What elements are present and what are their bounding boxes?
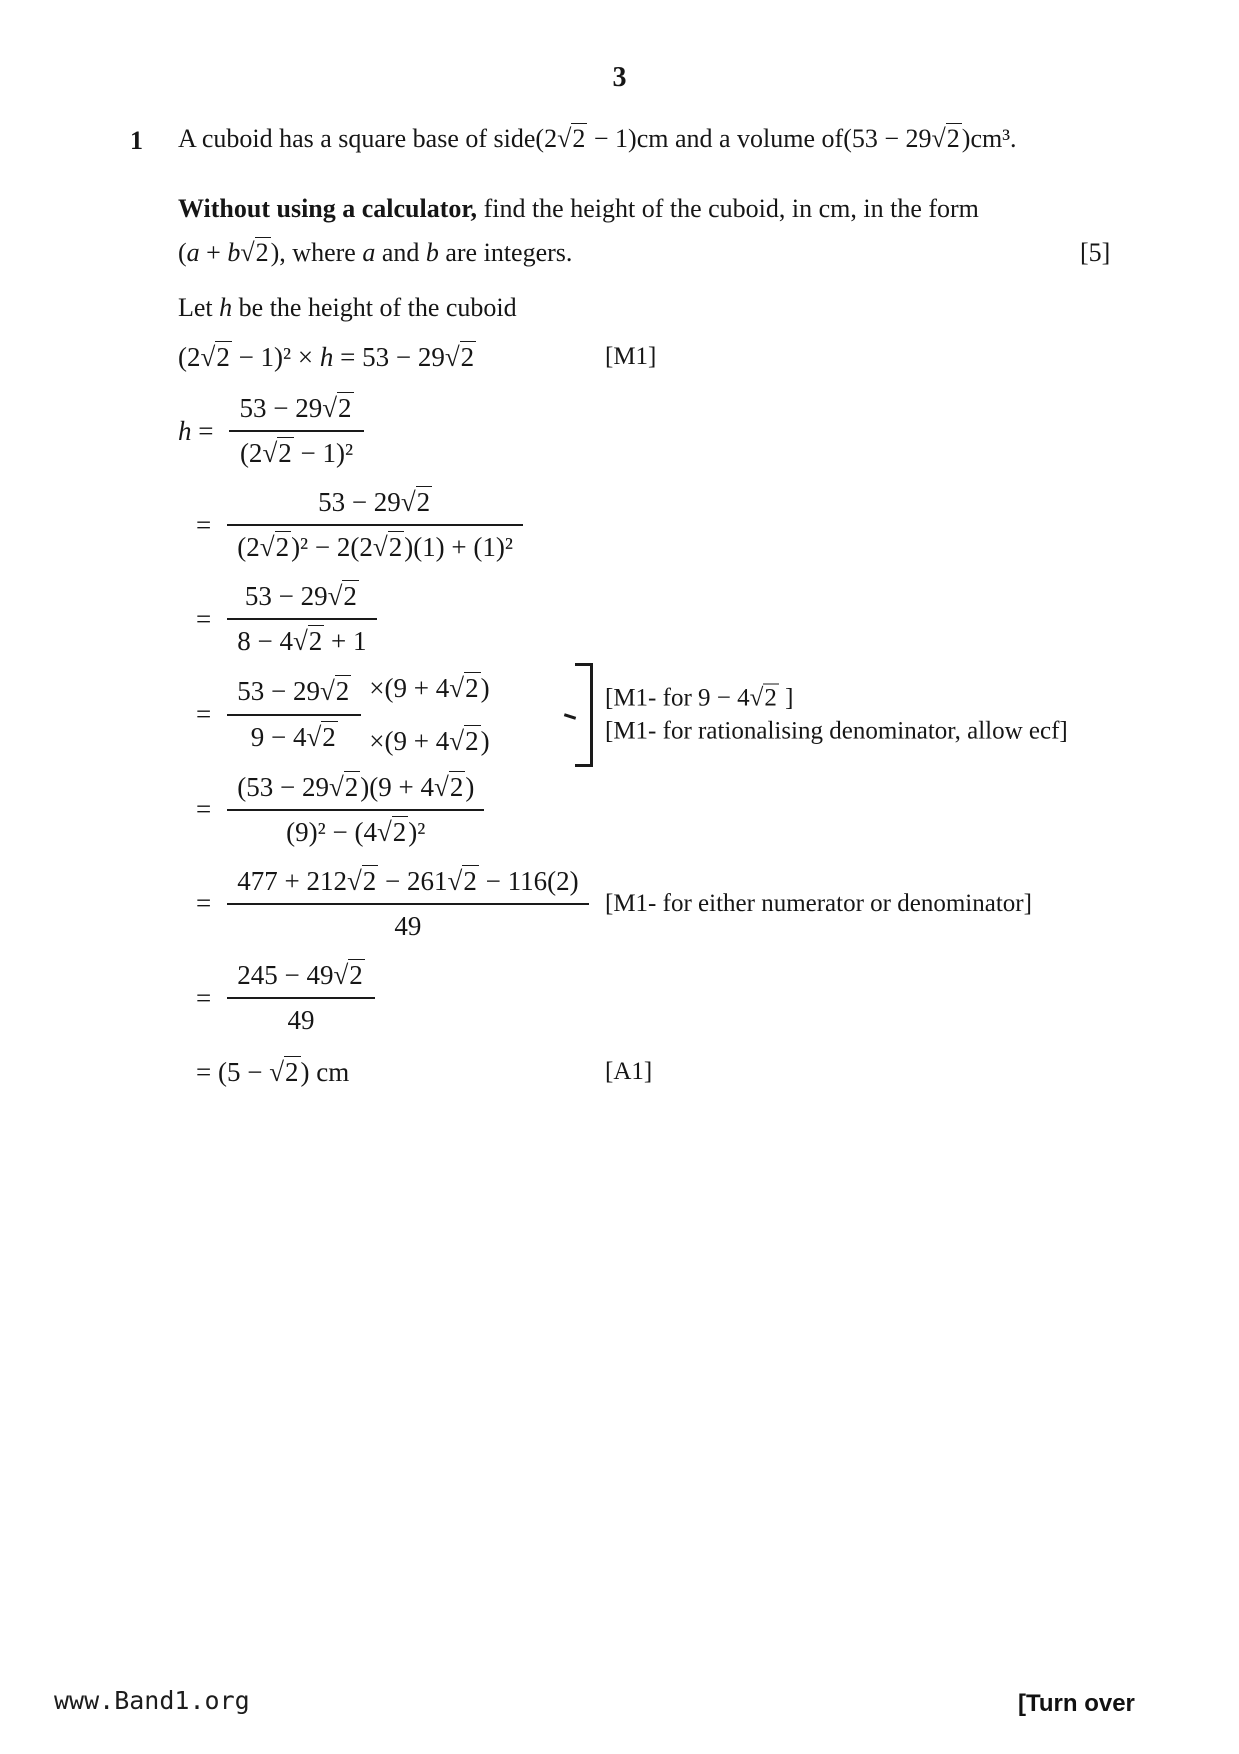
fraction <box>227 578 376 660</box>
question-number: 1 <box>130 126 143 155</box>
multiplier-top: ×(9 + 4√2) <box>369 672 490 703</box>
fraction-denominator: 8 − 4√2 + 1 <box>237 626 367 657</box>
turn-over-label: [Turn over <box>1018 1690 1135 1717</box>
fraction <box>227 769 484 851</box>
fraction-numerator: 245 − 49√2 <box>227 957 375 999</box>
fraction-numerator: 53 − 29√2 <box>229 390 363 432</box>
solution-working <box>178 292 1068 1093</box>
question-block <box>130 116 1139 270</box>
mark-annotation-group <box>605 684 1068 745</box>
fraction-denominator: (2√2)² − 2(2√2)(1) + (1)² <box>237 532 513 563</box>
math-answer-form: (a + b√2) <box>178 238 280 267</box>
fraction-numerator: 477 + 212√2 − 261√2 − 116(2) <box>227 863 588 905</box>
equation-line-8 <box>178 957 589 1039</box>
fraction-numerator: 53 − 29√2 <box>227 673 361 715</box>
equation-line-2 <box>178 390 589 472</box>
prompt-text: find the height of the cuboid, in cm, in the form <box>477 194 979 223</box>
fraction <box>227 957 375 1039</box>
equation-line-6 <box>178 769 589 851</box>
website-watermark: www.Band1.org <box>54 1686 250 1715</box>
equals-sign: = <box>196 888 212 919</box>
question-prompt <box>178 192 1139 226</box>
fraction-denominator: 49 <box>287 1005 315 1036</box>
math-volume-expression: (53 − 29√2) <box>843 124 971 153</box>
mark-annotation-a1: [A1] <box>605 1058 653 1086</box>
answer-form-line <box>178 236 1139 270</box>
math-expression: (2√2 − 1)² × h = 53 − 29√2 <box>178 341 475 372</box>
mark-annotation-m1: [M1- for rationalising denominator, allow ecf] <box>605 717 1068 745</box>
equals-sign: = <box>196 982 212 1013</box>
question-text: cm and a volume of <box>636 124 844 153</box>
intro-text: be the height of the cuboid <box>232 293 517 322</box>
fraction-denominator: (2√2 − 1)² <box>239 438 354 469</box>
fraction-denominator: 9 − 4√2 <box>250 721 336 752</box>
multiplier-bottom: ×(9 + 4√2) <box>369 725 490 756</box>
intro-text: Let <box>178 293 220 322</box>
mark-annotation-m1: [M1- for either numerator or denominator] <box>605 889 1032 917</box>
fraction-numerator: 53 − 29√2 <box>227 484 523 526</box>
mark-annotation-m1: [M1] <box>605 343 657 370</box>
fraction <box>227 863 588 945</box>
multiplier-column <box>369 673 489 757</box>
fraction-denominator: 49 <box>394 910 422 941</box>
form-text: and <box>375 238 426 267</box>
mark-annotation-m1: [M1- for 9 − 4√2 ] <box>605 684 794 712</box>
fraction <box>229 390 363 472</box>
variable-h: h <box>219 293 233 322</box>
bold-instruction: Without using a calculator, <box>178 194 478 223</box>
math-side-expression: (2√2 − 1) <box>535 124 637 153</box>
variable-a: a <box>362 238 376 267</box>
question-text: A cuboid has a square base of side <box>178 124 536 153</box>
final-answer: = (5 − √2) cm <box>196 1056 350 1087</box>
equals-sign: = <box>196 699 212 730</box>
fraction-denominator: (9)² − (4√2)² <box>286 816 426 847</box>
equals-sign: = <box>196 509 212 540</box>
equation-line-9-answer <box>178 1051 653 1093</box>
fraction-numerator: 53 − 29√2 <box>227 578 376 620</box>
fraction <box>227 673 361 755</box>
equation-line-7 <box>178 863 1032 945</box>
fraction-numerator: (53 − 29√2)(9 + 4√2) <box>227 769 484 811</box>
equation-line-5-rationalising <box>178 672 1068 757</box>
fraction <box>227 484 523 566</box>
equation-lhs: h = <box>178 415 214 446</box>
equation-line-4 <box>178 578 589 660</box>
marks-allocation: [5] <box>1080 238 1111 267</box>
question-statement <box>178 116 1139 162</box>
form-text: , where <box>279 238 363 267</box>
equation-line-3 <box>178 484 589 566</box>
page-number: 3 <box>612 62 627 93</box>
question-body <box>178 116 1139 270</box>
form-text: are integers. <box>438 238 573 267</box>
equals-sign: = <box>196 794 212 825</box>
equals-sign: = <box>196 603 212 634</box>
equation-line-1 <box>178 336 657 378</box>
grouping-bracket <box>575 663 593 767</box>
solution-intro <box>178 292 589 324</box>
question-text: cm³. <box>970 124 1017 153</box>
variable-b: b <box>425 238 439 267</box>
